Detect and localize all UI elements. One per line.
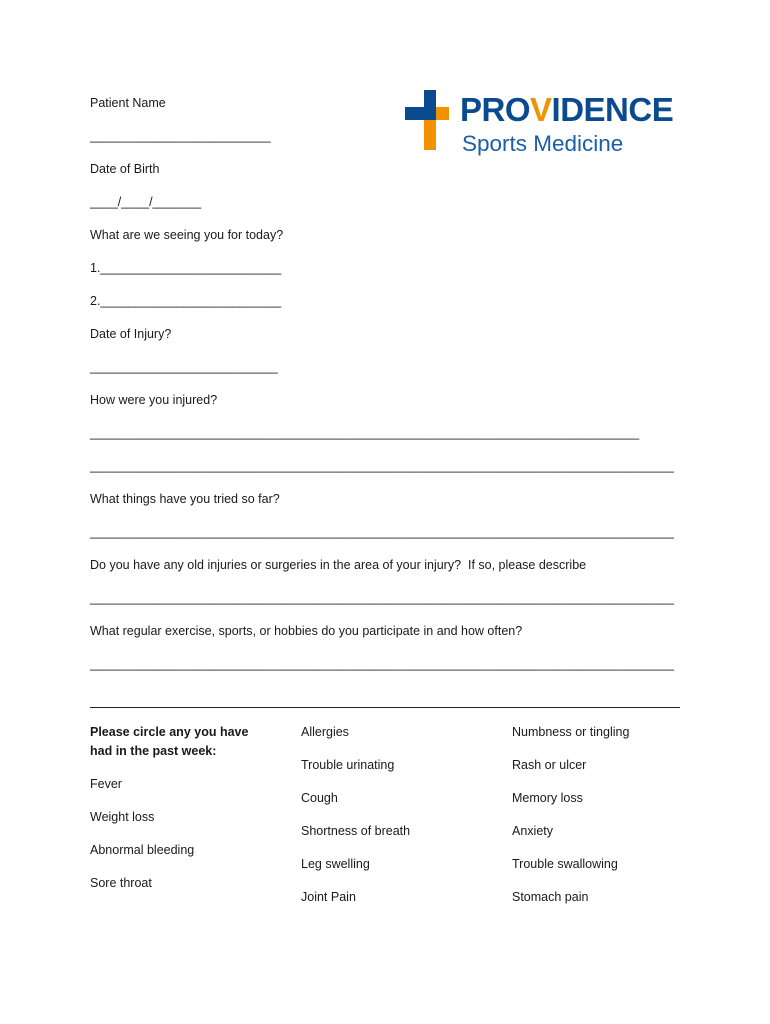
old-injuries-field[interactable]: ____________________________________________________________________________________: [90, 591, 674, 605]
reason-field-2[interactable]: 2.__________________________: [90, 294, 282, 308]
injury-date-field[interactable]: ___________________________: [90, 360, 278, 374]
symptom-item[interactable]: Shortness of breath: [301, 824, 411, 838]
patient-name-field[interactable]: __________________________: [90, 129, 271, 143]
symptom-item[interactable]: Anxiety: [512, 824, 553, 838]
symptoms-instruction-line2: had in the past week:: [90, 744, 217, 758]
dob-label: Date of Birth: [90, 162, 160, 176]
tried-label: What things have you tried so far?: [90, 492, 280, 506]
symptom-item[interactable]: Weight loss: [90, 810, 155, 824]
symptom-item[interactable]: Abnormal bleeding: [90, 843, 195, 857]
cross-icon: [405, 90, 457, 152]
symptom-item[interactable]: Numbness or tingling: [512, 725, 630, 739]
how-injured-field-2[interactable]: ____________________________________________________________________________________: [90, 459, 674, 473]
providence-logo: [405, 90, 690, 165]
brand-subtitle: Sports Medicine: [462, 131, 624, 156]
symptom-item[interactable]: Cough: [301, 791, 338, 805]
how-injured-label: How were you injured?: [90, 393, 218, 407]
injury-date-label: Date of Injury?: [90, 327, 172, 341]
patient-name-label: Patient Name: [90, 96, 166, 110]
section-divider: [90, 707, 680, 708]
symptom-item[interactable]: Sore throat: [90, 876, 152, 890]
symptom-item[interactable]: Trouble swallowing: [512, 857, 618, 871]
symptom-item[interactable]: Memory loss: [512, 791, 583, 805]
dob-field[interactable]: ____/____/_______: [90, 195, 202, 209]
symptom-item[interactable]: Rash or ulcer: [512, 758, 587, 772]
symptom-item[interactable]: Stomach pain: [512, 890, 589, 904]
symptom-item[interactable]: Fever: [90, 777, 122, 791]
old-injuries-label: Do you have any old injuries or surgeries in the area of your injury? If so, please describe: [90, 558, 587, 572]
reason-label: What are we seeing you for today?: [90, 228, 284, 242]
exercise-field[interactable]: ____________________________________________________________________________________: [90, 657, 674, 671]
tried-field[interactable]: ____________________________________________________________________________________: [90, 525, 674, 539]
brand-name: PROVIDENCE: [460, 91, 674, 128]
symptom-item[interactable]: Joint Pain: [301, 890, 356, 904]
symptom-item[interactable]: Leg swelling: [301, 857, 370, 871]
symptoms-instruction-line1: Please circle any you have: [90, 725, 249, 739]
reason-field-1[interactable]: 1.__________________________: [90, 261, 282, 275]
symptom-item[interactable]: Trouble urinating: [301, 758, 395, 772]
how-injured-field-1[interactable]: _______________________________________________________________________________: [90, 426, 640, 440]
symptom-item[interactable]: Allergies: [301, 725, 349, 739]
exercise-label: What regular exercise, sports, or hobbies do you participate in and how often?: [90, 624, 523, 638]
